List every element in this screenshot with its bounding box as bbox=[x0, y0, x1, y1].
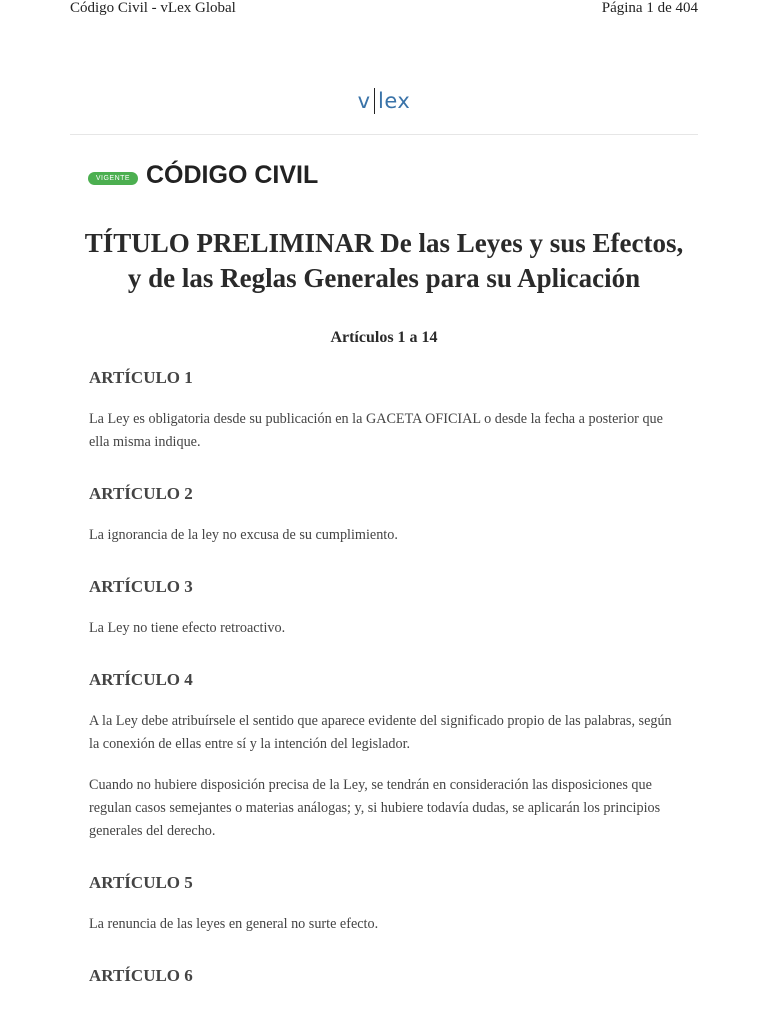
article-5-paragraph: La renuncia de las leyes en general no surte efecto. bbox=[89, 916, 379, 932]
article-5-heading: ARTÍCULO 5 bbox=[89, 873, 193, 892]
document-title-row bbox=[88, 158, 318, 192]
article-3-paragraph: La Ley no tiene efecto retroactivo. bbox=[89, 620, 286, 636]
page-header bbox=[70, 0, 698, 20]
header-document-name: Código Civil - vLex Global bbox=[70, 0, 236, 16]
section-subtitle: Artículos 1 a 14 bbox=[330, 329, 438, 346]
article-4-paragraph-2: Cuando no hubiere disposición precisa de la Ley, se tendrán en consideración las disposiciones que regulan casos semejantes o materias análogas; y, si hubiere todavía dudas, se aplicarán los principios generales del derecho. bbox=[89, 777, 661, 839]
article-2-heading: ARTÍCULO 2 bbox=[89, 484, 193, 503]
article-1-paragraph: La Ley es obligatoria desde su publicación en la GACETA OFICIAL o desde la fecha a posterior que ella misma indique. bbox=[89, 411, 663, 450]
section-title: TÍTULO PRELIMINAR De las Leyes y sus Efectos, y de las Reglas Generales para su Aplicación bbox=[84, 228, 684, 293]
article-1-heading: ARTÍCULO 1 bbox=[89, 368, 193, 387]
document-title: CÓDIGO CIVIL bbox=[146, 160, 319, 189]
status-badge: VIGENTE bbox=[88, 172, 138, 185]
article-3-heading: ARTÍCULO 3 bbox=[89, 577, 193, 596]
article-6-heading: ARTÍCULO 6 bbox=[89, 966, 193, 985]
logo-text-right: lex bbox=[378, 89, 411, 113]
header-page-number: Página 1 de 404 bbox=[601, 0, 698, 16]
logo-separator bbox=[374, 88, 376, 114]
logo-text-left: v bbox=[357, 89, 371, 113]
article-2-paragraph: La ignorancia de la ley no excusa de su cumplimiento. bbox=[89, 527, 398, 543]
header-divider bbox=[70, 134, 698, 135]
vlex-logo[interactable] bbox=[0, 88, 768, 114]
article-4-paragraph-1: A la Ley debe atribuírsele el sentido que aparece evidente del significado propio de las palabras, según la conexión de ellas entre sí y la intención del legislador. bbox=[89, 713, 672, 752]
article-4-heading: ARTÍCULO 4 bbox=[89, 670, 193, 689]
